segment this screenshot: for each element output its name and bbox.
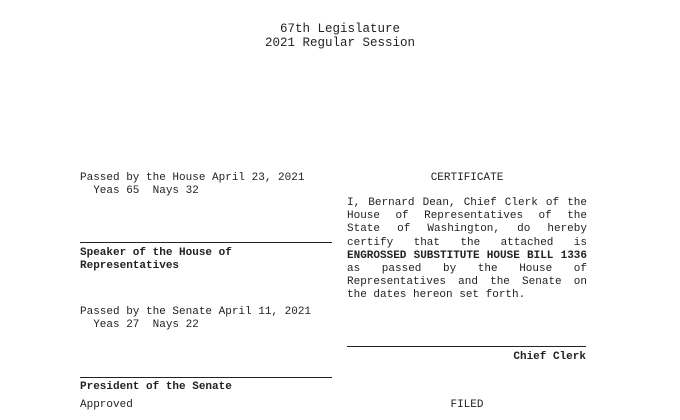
speaker-title-line2: Representatives: [80, 260, 180, 272]
certificate-text-after: as passed by the House of Representatives and the Senate on the dates hereon set forth.: [347, 263, 587, 302]
house-vote-count: Yeas 65 Nays 32: [80, 185, 199, 197]
president-signature-line: [80, 377, 332, 378]
approved-label: Approved: [80, 399, 133, 411]
certificate-text: [347, 197, 587, 303]
house-passed-date: Passed by the House April 23, 2021: [80, 172, 305, 184]
speaker-signature-line: [80, 242, 332, 243]
senate-passed-date: Passed by the Senate April 11, 2021: [80, 306, 312, 318]
legislature-heading: 67th Legislature: [279, 22, 401, 36]
chief-clerk-signature-line: [347, 346, 586, 347]
certificate-text-before: I, Bernard Dean, Chief Clerk of the House of Representatives of the State of Washington, do hereby certify that the attached is: [347, 197, 587, 249]
chief-clerk-title: Chief Clerk: [513, 351, 586, 363]
president-title: President of the Senate: [80, 381, 232, 393]
session-heading: 2021 Regular Session: [264, 36, 416, 50]
speaker-title-line1: Speaker of the House of: [80, 247, 232, 259]
senate-vote-count: Yeas 27 Nays 22: [80, 319, 199, 331]
filed-label: FILED: [450, 399, 484, 411]
certificate-title: CERTIFICATE: [430, 172, 504, 184]
bill-name: ENGROSSED SUBSTITUTE HOUSE BILL 1336: [347, 249, 587, 262]
